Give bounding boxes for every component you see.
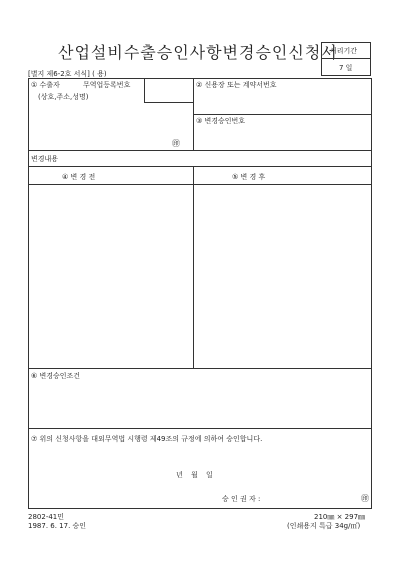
processing-period-box: [321, 42, 371, 76]
processing-period-value: 7 일: [339, 64, 353, 72]
after-change-label: ⑤ 변 경 후: [232, 173, 266, 181]
before-change-label: ④ 변 경 전: [62, 173, 96, 181]
processing-period-label: 처리기간: [330, 47, 358, 55]
form-title: 산업설비수출승인사항변경승인신청서: [58, 43, 338, 62]
approver-seal: ㊞: [361, 494, 369, 503]
applicant-details-label: (상호,주소,성명): [38, 93, 89, 101]
trade-registration-no-label: 무역업등록번호: [83, 81, 131, 89]
contract-no-label: ② 신용장 또는 계약서번호: [196, 81, 277, 89]
change-content-label: 변경내용: [31, 155, 59, 163]
applicant-seal: ㊞: [172, 139, 180, 148]
footer-approval-date: 1987. 6. 17. 승인: [28, 522, 87, 530]
footer-paper-size: 210㎜ × 297㎜: [314, 513, 366, 521]
form-frame: [28, 78, 372, 509]
footer-paper-spec: (인쇄용지 특급 34g/㎡): [287, 522, 361, 530]
applicant-label: ① 수출자: [31, 81, 60, 89]
approval-conditions-label: ⑥ 변경승인조건: [31, 372, 81, 380]
date-line: 년 월 일: [176, 471, 213, 479]
approval-no-label: ③ 변경승인번호: [196, 117, 246, 125]
approver-label: 승 인 권 자 :: [222, 495, 261, 503]
footer-form-number: 2802-41민: [28, 513, 65, 521]
form-id: [별지 제6-2호 서식] ( 용): [28, 70, 107, 78]
approval-statement: ⑦ 위의 신청사항을 대외무역법 시행령 제49조의 규정에 의하여 승인합니다.: [31, 435, 263, 443]
